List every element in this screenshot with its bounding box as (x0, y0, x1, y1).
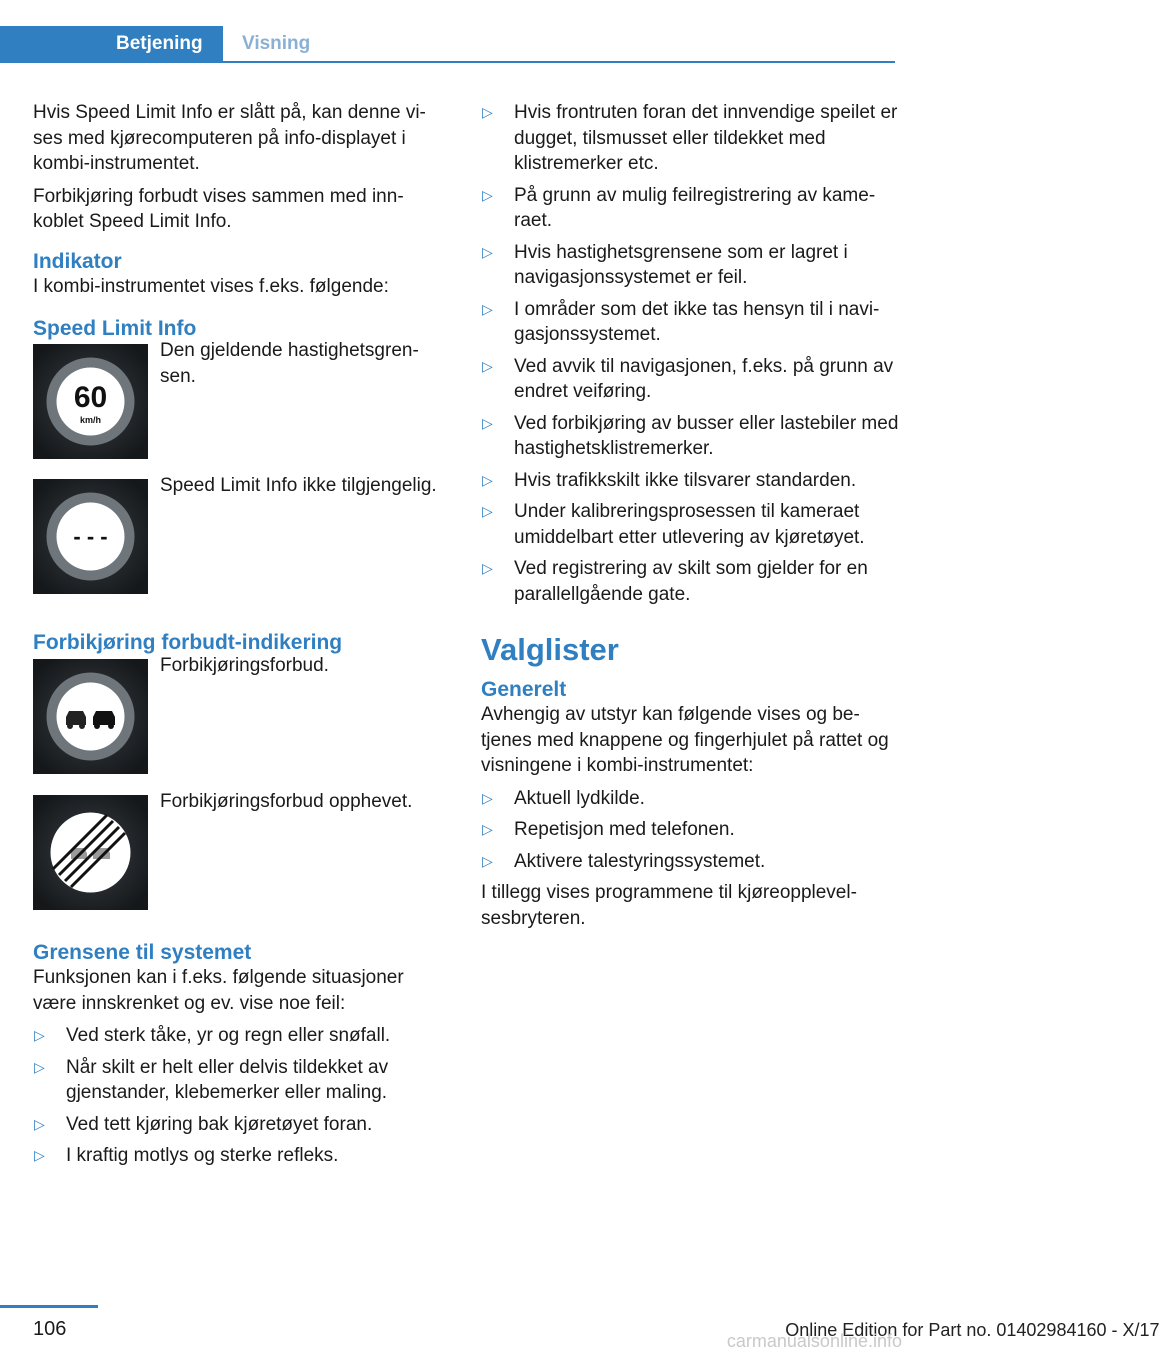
speed-limit-unavailable-sign-image (33, 479, 148, 594)
list-item: ▷ Hvis hastighetsgrensene som er lagret i navigasjonssystemet er feil. (482, 241, 848, 288)
grensene-list (33, 1023, 443, 1169)
left-column (33, 100, 443, 1175)
list-item: ▷ Ved sterk tåke, yr og regn eller snøfall. (33, 1023, 443, 1049)
generelt-list (481, 786, 901, 875)
bullet-icon: ▷ (482, 357, 493, 374)
forbikjoring-heading: Forbikjøring forbudt-indikering (33, 631, 343, 654)
edition-text: Online Edition for Part no. 01402984160 - X/17 (785, 1320, 1160, 1340)
intro-paragraph-1: Hvis Speed Limit Info er slått på, kan denne vises med kjørecomputeren på info-displayet i kombi-instrumentet. (33, 102, 426, 174)
bullet-icon: ▷ (34, 1027, 45, 1043)
speed-limit-unavailable-row (33, 475, 443, 594)
bullet-icon: ▷ (482, 104, 493, 120)
list-item: ▷ Ved avvik til navigasjonen, f.eks. på grunn av endret veiføring. (482, 355, 894, 402)
bullet-icon: ▷ (482, 503, 493, 519)
speed-value: 60 (73, 381, 108, 414)
indikator-text: I kombi-instrumentet vises f.eks. følgende: (33, 276, 389, 297)
bullet-icon: ▷ (34, 1147, 45, 1163)
bullet-icon: ▷ (482, 852, 493, 869)
bullet-icon: ▷ (482, 789, 493, 806)
tab-betjening[interactable]: Betjening (0, 26, 223, 61)
watermark: carmanualsonline.info (726, 1331, 902, 1351)
list-item: ▷ Hvis trafikkskilt ikke tilsvarer standarden. (481, 468, 901, 494)
bullet-icon: ▷ (482, 560, 493, 576)
no-overtaking-end-row (33, 790, 443, 910)
page-number: 106 (33, 1318, 67, 1340)
list-item: ▷ Aktivere talestyringssystemet. (481, 849, 901, 875)
bullet-icon: ▷ (482, 821, 493, 837)
grensene-text: Funksjonen kan i f.eks. følgende situasjoner være innskrenket og ev. vise noe feil: (33, 967, 404, 1014)
no-overtaking-end-sign-image (33, 795, 148, 910)
footer-divider (0, 1305, 98, 1308)
bullet-icon: ▷ (34, 1115, 45, 1132)
list-item: ▷ Repetisjon med telefonen. (481, 817, 901, 843)
generelt-heading: Generelt (481, 677, 567, 701)
bullet-icon: ▷ (482, 243, 493, 260)
list-item: ▷ Under kalibreringsprosessen til kameraet umiddelbart etter utlevering av kjøretøyet. (482, 501, 865, 548)
generelt-text: Avhengig av utstyr kan følgende vises og betjenes med knappene og fingerhjulet på rattet og visningene i kombi-instrumentet: (481, 704, 889, 776)
no-overtaking-description: Forbikjøringsforbud. (160, 654, 329, 676)
tab-visning[interactable]: Visning (242, 33, 311, 54)
right-column (481, 100, 901, 938)
list-item: ▷ Aktuell lydkilde. (481, 786, 901, 812)
speed-limit-row (33, 340, 443, 459)
list-item: ▷ Ved forbikjøring av busser eller lastebiler med hastighetsklistremerker. (482, 412, 899, 459)
bullet-icon: ▷ (482, 471, 493, 488)
grensene-heading: Grensene til systemet (33, 940, 252, 964)
bullet-icon: ▷ (34, 1058, 45, 1075)
no-overtaking-row (33, 654, 443, 774)
closing-text: I tillegg vises programmene til kjøreopplevelsesbryteren. (481, 882, 857, 929)
speed-unit: km/h (79, 415, 102, 425)
list-item: ▷ I områder som det ikke tas hensyn til i navigasjonssystemet. (482, 298, 880, 345)
intro-paragraph-2: Forbikjøring forbudt vises sammen med innkoblet Speed Limit Info. (33, 185, 404, 232)
no-overtaking-end-description: Forbikjøringsforbud opphevet. (160, 790, 413, 812)
bullet-icon: ▷ (482, 300, 493, 317)
speed-limit-60-sign-image (33, 344, 148, 459)
indikator-heading: Indikator (33, 249, 122, 273)
list-item: ▷ På grunn av mulig feilregistrering av kameraet. (482, 184, 876, 231)
tab-bar (0, 26, 895, 63)
speed-limit-unavailable-description: Speed Limit Info ikke tilgjengelig. (160, 475, 437, 496)
list-item: ▷ Når skilt er helt eller delvis tildekket av gjenstander, klebemerker eller maling. (34, 1056, 389, 1103)
bullet-icon: ▷ (482, 414, 493, 431)
valglister-heading: Valglister (481, 632, 619, 667)
no-overtaking-sign-image (33, 659, 148, 774)
bullet-icon: ▷ (482, 186, 493, 203)
list-item: ▷ I kraftig motlys og sterke refleks. (33, 1143, 443, 1169)
list-item: ▷ Ved tett kjøring bak kjøretøyet foran. (33, 1112, 443, 1138)
list-item: ▷ Hvis frontruten foran det innvendige speilet er dugget, tilsmusset eller tildekket med klistremerker etc. (482, 102, 898, 174)
limitations-list (481, 100, 901, 607)
list-item: ▷ Ved registrering av skilt som gjelder for en parallellgående gate. (482, 558, 868, 605)
speed-unavailable-dashes: - - - (73, 524, 108, 549)
speed-limit-heading: Speed Limit Info (33, 316, 197, 340)
speed-limit-description: Den gjeldende hastighetsgrensen. (160, 340, 419, 387)
